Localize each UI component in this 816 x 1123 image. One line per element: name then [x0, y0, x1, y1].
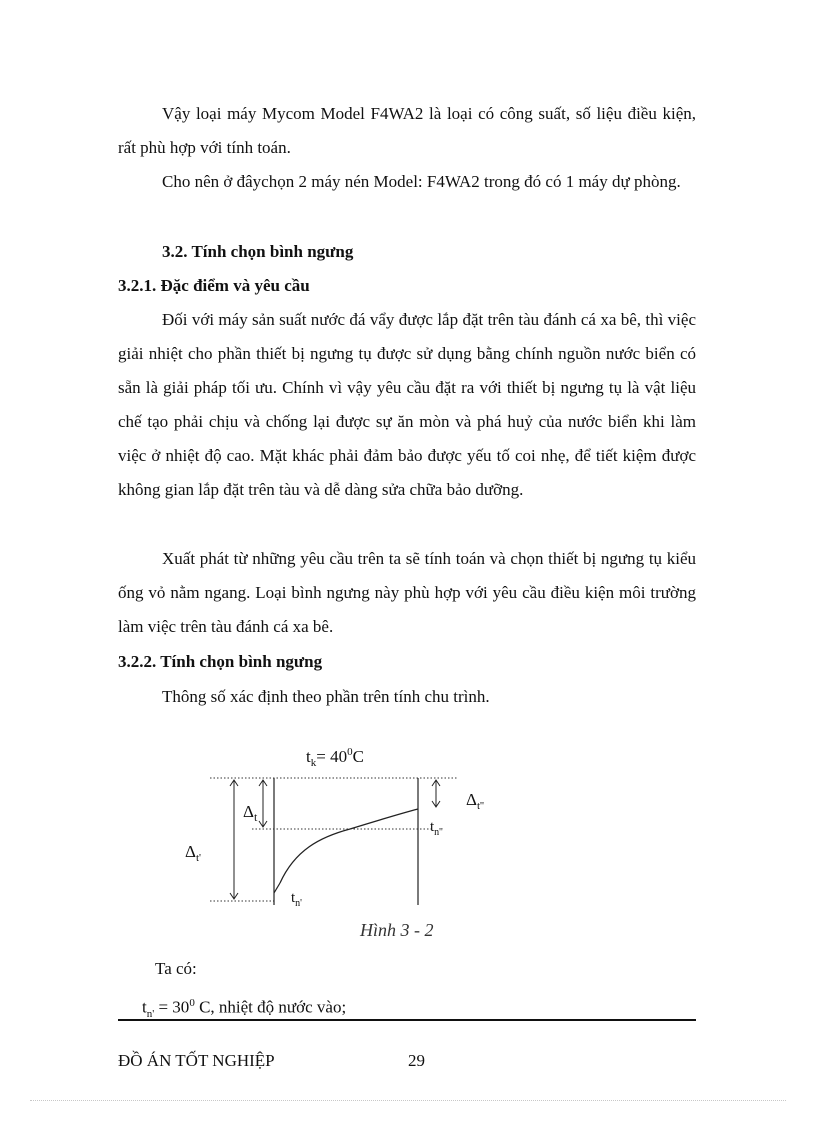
condenser-temperature-diagram — [160, 735, 484, 920]
tn-double-prime-label: $t_{n''}$ — [430, 819, 443, 838]
ta-co-label: Ta có: — [155, 959, 197, 978]
delta-t-prime-label: $\Delta_{t'}$ — [185, 842, 201, 864]
water-heating-curve — [280, 809, 418, 883]
paragraph-compressor-selection: Cho nên ở đâychọn 2 máy nén Model: F4WA2 trong đó có 1 máy dự phòng. — [162, 172, 681, 191]
page-edge-dots — [30, 1100, 786, 1101]
page-number: 29 — [408, 1051, 425, 1070]
heading-3-2: 3.2. Tính chọn bình ngưng — [162, 242, 354, 261]
footer-title: ĐỒ ÁN TỐT NGHIỆP — [118, 1051, 275, 1070]
heading-3-2-1: 3.2.1. Đặc điểm và yêu cầu — [118, 276, 310, 295]
delta-t-double-prime-label: $\Delta_{t''}$ — [466, 790, 484, 812]
footer-rule — [118, 1019, 696, 1021]
heading-3-2-2: 3.2.2. Tính chọn bình ngưng — [118, 652, 323, 671]
inlet-water-temperature: $t_{n'} = 30^0$ C, nhiệt độ nước vào; — [142, 997, 347, 1021]
figure-caption: Hình 3 - 2 — [360, 920, 434, 940]
paragraph-parameters-intro: Thông số xác định theo phần trên tính chu trình. — [162, 687, 490, 706]
tk-label: $t_k= 40^0C$ — [306, 746, 364, 769]
paragraph-requirements: Đối với máy sản suất nước đá vẩy được lắp đặt trên tàu đánh cá xa bê, thì việc giải nhiệt cho phần thiết bị ngưng tụ được sử dụng bằng chính nguồn nước biển có sẵn là giải pháp tối ưu. Chính vì vậy yêu cầu đặt ra với thiết bị ngưng tụ là vật liệu chế tạo phải chịu và chống lại được sự ăn mòn và phá huỷ của nước biển khi làm việc ở nhiệt độ cao. Mặt khác phải đảm bảo được yếu tố coi nhẹ, để tiết kiệm được không gian lắp đặt trên tàu và dễ dàng sửa chữa bảo dưỡng. — [118, 310, 696, 499]
paragraph-condenser-type: Xuất phát từ những yêu cầu trên ta sẽ tính toán và chọn thiết bị ngưng tụ kiểu ống vỏ nằm ngang. Loại bình ngưng này phù hợp với yêu cầu điều kiện môi trường làm việc trên tàu đánh cá xa bê. — [118, 549, 696, 636]
paragraph-machine-choice: Vậy loại máy Mycom Model F4WA2 là loại có công suất, số liệu điều kiện, rất phù hợp với tính toán. — [118, 104, 696, 157]
tn-prime-label: $t_{n'}$ — [291, 890, 302, 909]
delta-t-label: $\Delta_t$ — [243, 802, 258, 824]
